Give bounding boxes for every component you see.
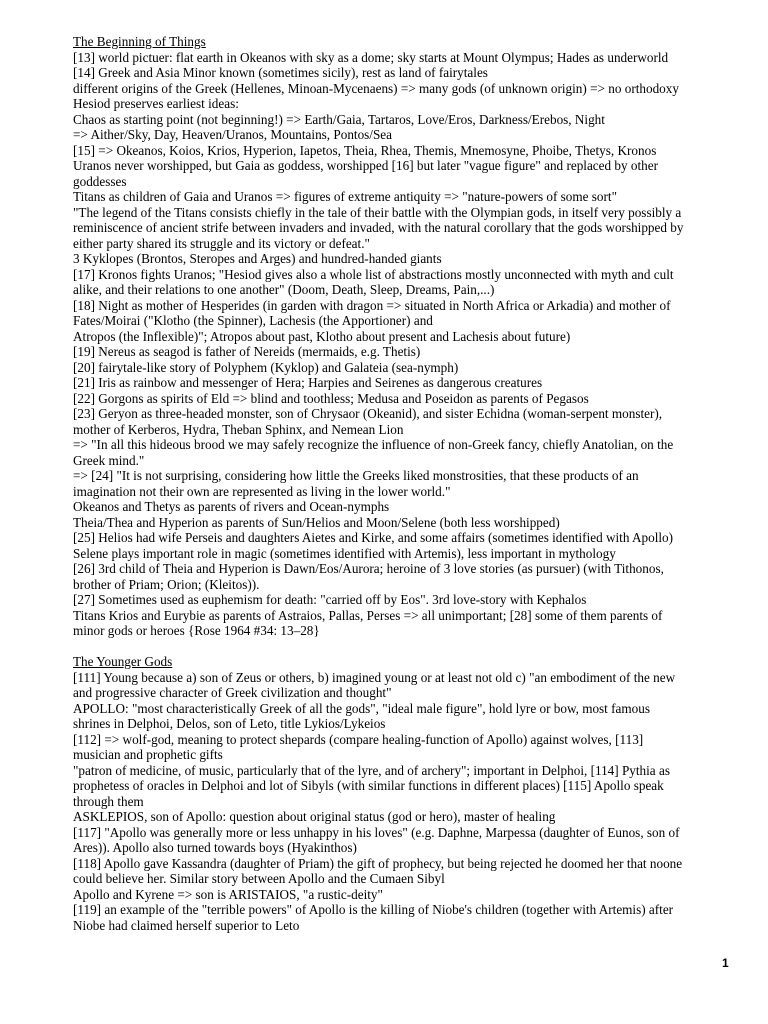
text-line: Ares)). Apollo also turned towards boys (Hyakinthos) [73,840,357,855]
text-line: imagination not their own are represented as living in the lower world." [73,483,451,499]
section-gap [73,639,743,655]
text-line: either party shared its struggle and its victory or defeat." [73,235,370,251]
section-body [73,50,743,639]
text-line: Chaos as starting point (not beginning!) => Earth/Gaia, Tartaros, Love/Eros, Darkness/Erebos, Night [73,111,605,127]
text-line: [15] => Okeanos, Koios, Krios, Hyperion, Iapetos, Theia, Rhea, Themis, Mnemosyne, Phoibe, Thetys, Kronos [73,142,657,158]
text-line: "The legend of the Titans consists chiefly in the tale of their battle with the Olympian gods, in itself very possibly a [73,204,682,220]
text-line: [20] fairytale-like story of Polyphem (Kyklop) and Galateia (sea-nymph) [73,359,459,375]
text-line: prophetess of oracles in Delphoi and lot of Sibyls (with similar functions in different places) [115] Apollo speak [73,778,664,793]
text-line: different origins of the Greek (Hellenes, Minoan-Mycenaens) => many gods (of unknown origin) => no orthodoxy [73,80,679,96]
section-beginning-of-things [73,34,743,639]
text-line: reminiscence of ancient strife between invaders and invaded, with the natural corollary that the gods worshipped by [73,220,684,235]
text-line: Theia/Thea and Hyperion as parents of Sun/Helios and Moon/Selene (both less worshipped) [73,514,560,530]
section-younger-gods [73,654,743,933]
text-line: Apollo and Kyrene => son is ARISTAIOS, "a rustic-deity" [73,886,383,902]
text-line: [22] Gorgons as spirits of Eld => blind and toothless; Medusa and Poseidon as parents of Pegasos [73,390,589,406]
section-heading: The Younger Gods [73,654,173,669]
text-line: => Aither/Sky, Day, Heaven/Uranos, Mountains, Pontos/Sea [73,127,393,142]
text-line: [14] Greek and Asia Minor known (sometimes sicily), rest as land of fairytales [73,65,488,80]
text-line: musician and prophetic gifts [73,747,223,762]
text-line: [117] "Apollo was generally more or less unhappy in his loves" (e.g. Daphne, Marpessa (daughter of Eunos, son of [73,824,680,840]
page-number: 1 [722,956,729,970]
text-line: [111] Young because a) son of Zeus or others, b) imagined young or at least not old c) "an embodiment of the new [73,669,676,685]
document-page [73,34,743,933]
text-line: alike, and their relations to one another" (Doom, Death, Sleep, Dreams, Pain,...) [73,282,495,297]
text-line: [21] Iris as rainbow and messenger of Hera; Harpies and Seirenes as dangerous creatures [73,375,543,390]
text-line: Greek mind." [73,452,145,468]
text-line: goddesses [73,173,127,189]
text-line: [27] Sometimes used as euphemism for death: "carried off by Eos". 3rd love-story with Kephalos [73,592,587,607]
text-line: [118] Apollo gave Kassandra (daughter of Priam) the gift of prophecy, but being rejected he doomed her that noone [73,855,683,871]
text-line: Hesiod preserves earliest ideas: [73,96,239,111]
text-line: => [24] "It is not surprising, considering how little the Greeks liked monstrosities, that these products of an [73,468,639,483]
section-body [73,670,743,934]
text-line: [26] 3rd child of Theia and Hyperion is Dawn/Eos/Aurora; heroine of 3 love stories (as pursuer) (with Tithonos, [73,561,664,576]
text-line: Fates/Moirai ("Klotho (the Spinner), Lachesis (the Apportioner) and [73,313,433,328]
text-line: [25] Helios had wife Perseis and daughters Aietes and Kirke, and some affairs (sometimes identified with Apollo) [73,530,674,545]
text-line: Atropos (the Inflexible)"; Atropos about past, Klotho about present and Lachesis about future) [73,328,571,344]
text-line: Titans Krios and Eurybie as parents of Astraios, Pallas, Perses => all unimportant; [28] some of them parents of [73,607,663,623]
text-line: [19] Nereus as seagod is father of Nereids (mermaids, e.g. Thetis) [73,344,421,359]
text-line: [119] an example of the "terrible powers" of Apollo is the killing of Niobe's children (together with Artemis) after [73,902,674,917]
text-line: through them [73,793,144,809]
text-line: [13] world pictuer: flat earth in Okeanos with sky as a dome; sky starts at Mount Olympus; Hades as underworld [73,49,669,65]
text-line: could believe her. Similar story between Apollo and the Cumaen Sibyl [73,871,445,886]
text-line: [18] Night as mother of Hesperides (in garden with dragon => situated in North Africa or Arkadia) and mother of [73,297,671,313]
text-line: APOLLO: "most characteristically Greek of all the gods", "ideal male figure", hold lyre or bow, most famous [73,700,650,716]
text-line: and progressive character of Greek civilization and thought" [73,685,392,700]
text-line: Okeanos and Thetys as parents of rivers and Ocean-nymphs [73,499,390,514]
text-line: Uranos never worshipped, but Gaia as goddess, worshipped [16] but later "vague figure" and replaced by other [73,158,658,173]
text-line: Niobe had claimed herself superior to Leto [73,917,300,933]
text-line: ASKLEPIOS, son of Apollo: question about original status (god or hero), master of healing [73,809,556,824]
text-line: Selene plays important role in magic (sometimes identified with Artemis), less important in mythology [73,545,616,561]
text-line: minor gods or heroes {Rose 1964 #34: 13–28} [73,623,320,638]
text-line: shrines in Delphoi, Delos, son of Leto, title Lykios/Lykeios [73,716,386,731]
text-line: 3 Kyklopes (Brontos, Steropes and Arges) and hundred-handed giants [73,251,442,266]
text-line: [23] Geryon as three-headed monster, son of Chrysaor (Okeanid), and sister Echidna (woman-serpent monster), [73,406,663,421]
text-line: Titans as children of Gaia and Uranos => figures of extreme antiquity => "nature-powers of some sort" [73,189,617,204]
section-heading: The Beginning of Things [73,34,206,49]
text-line: brother of Priam; Orion; (Kleitos)). [73,576,260,592]
text-line: "patron of medicine, of music, particularly that of the lyre, and of archery"; important in Delphoi, [114] Pythia as [73,762,670,778]
text-line: mother of Kerberos, Hydra, Theban Sphinx, and Nemean Lion [73,421,404,437]
text-line: => "In all this hideous brood we may safely recognize the influence of non-Greek fancy, chiefly Anatolian, on the [73,437,674,452]
text-line: [112] => wolf-god, meaning to protect shepards (compare healing-function of Apollo) against wolves, [113] [73,731,644,747]
text-line: [17] Kronos fights Uranos; "Hesiod gives also a whole list of abstractions mostly unconnected with myth and cult [73,266,674,282]
